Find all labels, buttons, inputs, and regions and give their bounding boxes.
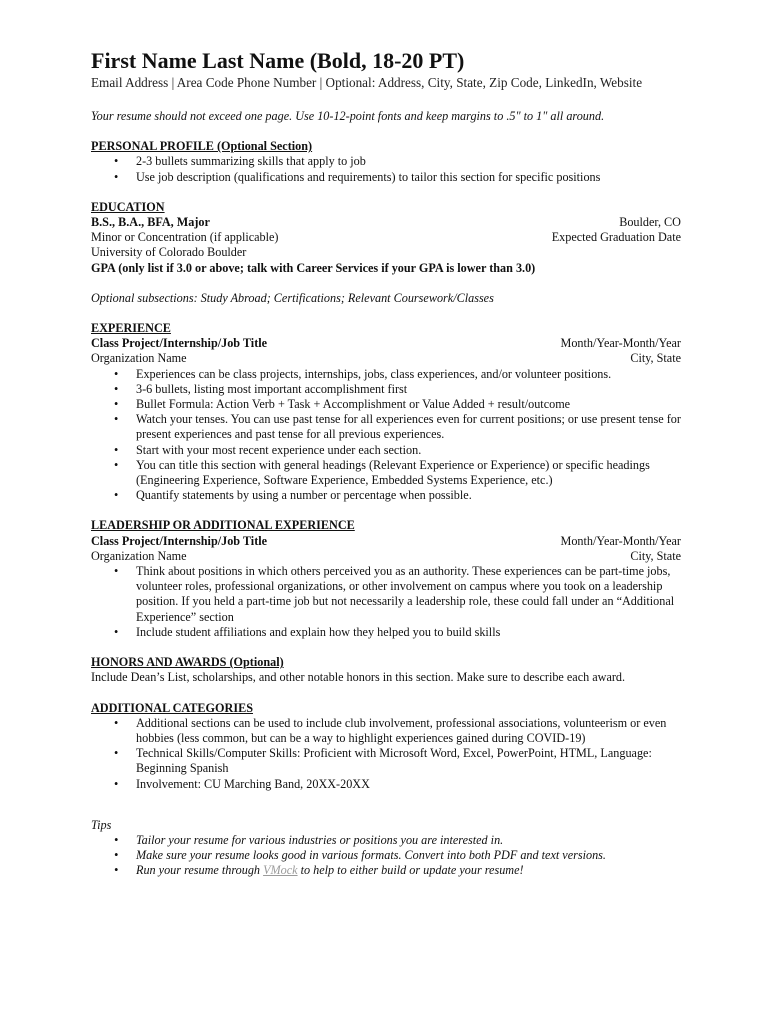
list-item bbox=[91, 154, 681, 169]
additional-section bbox=[91, 701, 681, 792]
organization-name: Organization Name bbox=[91, 548, 187, 563]
leadership-heading: LEADERSHIP OR ADDITIONAL EXPERIENCE bbox=[91, 518, 355, 533]
list-item bbox=[91, 716, 681, 746]
bullet-icon: • bbox=[114, 457, 119, 472]
personal-profile-heading: PERSONAL PROFILE (Optional Section) bbox=[91, 139, 313, 154]
additional-heading: ADDITIONAL CATEGORIES bbox=[91, 700, 253, 715]
bullet-text: Quantify statements by using a number or percentage when possible. bbox=[136, 488, 472, 503]
bullet-icon: • bbox=[114, 169, 119, 184]
honors-section bbox=[91, 655, 681, 685]
experience-heading: EXPERIENCE bbox=[91, 321, 171, 336]
job-title: Class Project/Internship/Job Title bbox=[91, 336, 268, 351]
education-location: Boulder, CO bbox=[619, 215, 681, 230]
list-item bbox=[91, 625, 681, 640]
honors-heading: HONORS AND AWARDS (Optional) bbox=[91, 655, 284, 670]
bullet-icon: • bbox=[114, 715, 119, 730]
bullet-text: Bullet Formula: Action Verb + Task + Accomplishment or Value Added + result/outcome bbox=[136, 397, 571, 412]
bullet-icon: • bbox=[114, 397, 119, 412]
graduation-date: Expected Graduation Date bbox=[551, 230, 681, 245]
optional-subsections-note: Optional subsections: Study Abroad; Certifications; Relevant Coursework/Classes bbox=[91, 290, 494, 305]
list-item bbox=[91, 488, 681, 503]
list-item bbox=[91, 458, 681, 488]
job-location: City, State bbox=[630, 548, 681, 563]
bullet-text: Technical Skills/Computer Skills: Proficient with Microsoft Word, Excel, PowerPoint, HTML, Language: Beginning Spanish bbox=[136, 746, 652, 776]
leadership-list bbox=[91, 564, 681, 640]
bullet-text: Tailor your resume for various industries or positions you are interested in. bbox=[136, 832, 504, 847]
education-section bbox=[91, 200, 681, 306]
list-item bbox=[91, 397, 681, 412]
experience-section bbox=[91, 321, 681, 503]
resume-content bbox=[91, 48, 681, 879]
leadership-org-row bbox=[91, 549, 681, 564]
resume-name-heading: First Name Last Name (Bold, 18-20 PT) bbox=[91, 48, 465, 73]
bullet-text: to help to either build or update your resume! bbox=[297, 863, 524, 878]
honors-text: Include Dean’s List, scholarships, and other notable honors in this section. Make sure to describe each award. bbox=[91, 670, 626, 685]
list-item bbox=[91, 863, 681, 878]
additional-list bbox=[91, 716, 681, 792]
bullet-icon: • bbox=[114, 366, 119, 381]
bullet-text: Experiences can be class projects, internships, jobs, class experiences, and/or volunteer positions. bbox=[136, 366, 612, 381]
bullet-icon: • bbox=[114, 154, 119, 169]
tips-heading: Tips bbox=[91, 817, 112, 832]
bullet-icon: • bbox=[114, 624, 119, 639]
bullet-text: Start with your most recent experience under each section. bbox=[136, 442, 422, 457]
list-item bbox=[91, 746, 681, 776]
degree-row bbox=[91, 215, 681, 230]
bullet-text: Think about positions in which others perceived you as an authority. These experiences can be part-time jobs, volunteer roles, professional organizations, or other involvement on campus where you took on a leadership position. If you held a part-time job but not necessarily a leadership role, these could fall under an “Additional Experience” section bbox=[136, 564, 675, 624]
degree-text: B.S., B.A., BFA, Major bbox=[91, 215, 210, 230]
contact-line: Email Address | Area Code Phone Number | Optional: Address, City, State, Zip Code, LinkedIn, Website bbox=[91, 75, 643, 90]
list-item bbox=[91, 382, 681, 397]
bullet-text: Include student affiliations and explain how they helped you to build skills bbox=[136, 624, 501, 639]
bullet-icon: • bbox=[114, 412, 119, 427]
school-name: University of Colorado Boulder bbox=[91, 245, 247, 260]
organization-name: Organization Name bbox=[91, 351, 187, 366]
gpa-line: GPA (only list if 3.0 or above; talk with Career Services if your GPA is lower than 3.0) bbox=[91, 260, 536, 275]
job-dates: Month/Year-Month/Year bbox=[560, 336, 681, 351]
bullet-icon: • bbox=[114, 488, 119, 503]
bullet-icon: • bbox=[114, 746, 119, 761]
leadership-title-row bbox=[91, 534, 681, 549]
bullet-text: Involvement: CU Marching Band, 20XX-20XX bbox=[136, 776, 370, 791]
personal-profile-section bbox=[91, 139, 681, 185]
list-item bbox=[91, 848, 681, 863]
job-dates: Month/Year-Month/Year bbox=[560, 533, 681, 548]
list-item bbox=[91, 367, 681, 382]
bullet-icon: • bbox=[114, 442, 119, 457]
list-item bbox=[91, 170, 681, 185]
bullet-text: Run your resume through bbox=[136, 863, 264, 878]
list-item bbox=[91, 833, 681, 848]
bullet-text: Make sure your resume looks good in various formats. Convert into both PDF and text versions. bbox=[136, 848, 606, 863]
job-title: Class Project/Internship/Job Title bbox=[91, 533, 268, 548]
list-item bbox=[91, 443, 681, 458]
bullet-icon: • bbox=[114, 564, 119, 579]
experience-title-row bbox=[91, 336, 681, 351]
intro-note: Your resume should not exceed one page. Use 10-12-point fonts and keep margins to .5" to 1" all around. bbox=[91, 109, 605, 123]
bullet-text: 3-6 bullets, listing most important accomplishment first bbox=[136, 381, 408, 396]
personal-profile-list bbox=[91, 154, 681, 184]
bullet-text: Additional sections can be used to include club involvement, professional associations, volunteerism or even hobbies (less common, but can be a way to highlight experiences gained during COVID-19) bbox=[136, 715, 667, 745]
bullet-icon: • bbox=[114, 776, 119, 791]
bullet-icon: • bbox=[114, 832, 119, 847]
bullet-text: You can title this section with general headings (Relevant Experience or Experience) or specific headings (Engineering Experience, Software Experience, Embedded Systems Experience, etc.) bbox=[136, 457, 650, 488]
minor-row bbox=[91, 230, 681, 245]
vmock-link[interactable]: VMock bbox=[263, 863, 298, 878]
education-heading: EDUCATION bbox=[91, 199, 165, 214]
experience-list bbox=[91, 367, 681, 504]
bullet-text: 2-3 bullets summarizing skills that apply to job bbox=[136, 154, 366, 169]
list-item bbox=[91, 564, 681, 625]
bullet-text: Watch your tenses. You can use past tense for all experiences even for current positions; or use present tense for present experiences and past tense for all previous experiences. bbox=[136, 412, 681, 442]
leadership-section bbox=[91, 518, 681, 640]
experience-org-row bbox=[91, 351, 681, 366]
bullet-icon: • bbox=[114, 848, 119, 863]
bullet-icon: • bbox=[114, 863, 119, 878]
list-item bbox=[91, 777, 681, 792]
bullet-icon: • bbox=[114, 381, 119, 396]
bullet-text: Use job description (qualifications and requirements) to tailor this section for specific positions bbox=[136, 169, 601, 184]
list-item bbox=[91, 412, 681, 442]
minor-text: Minor or Concentration (if applicable) bbox=[91, 230, 279, 245]
job-location: City, State bbox=[630, 351, 681, 366]
tips-list bbox=[91, 833, 681, 879]
